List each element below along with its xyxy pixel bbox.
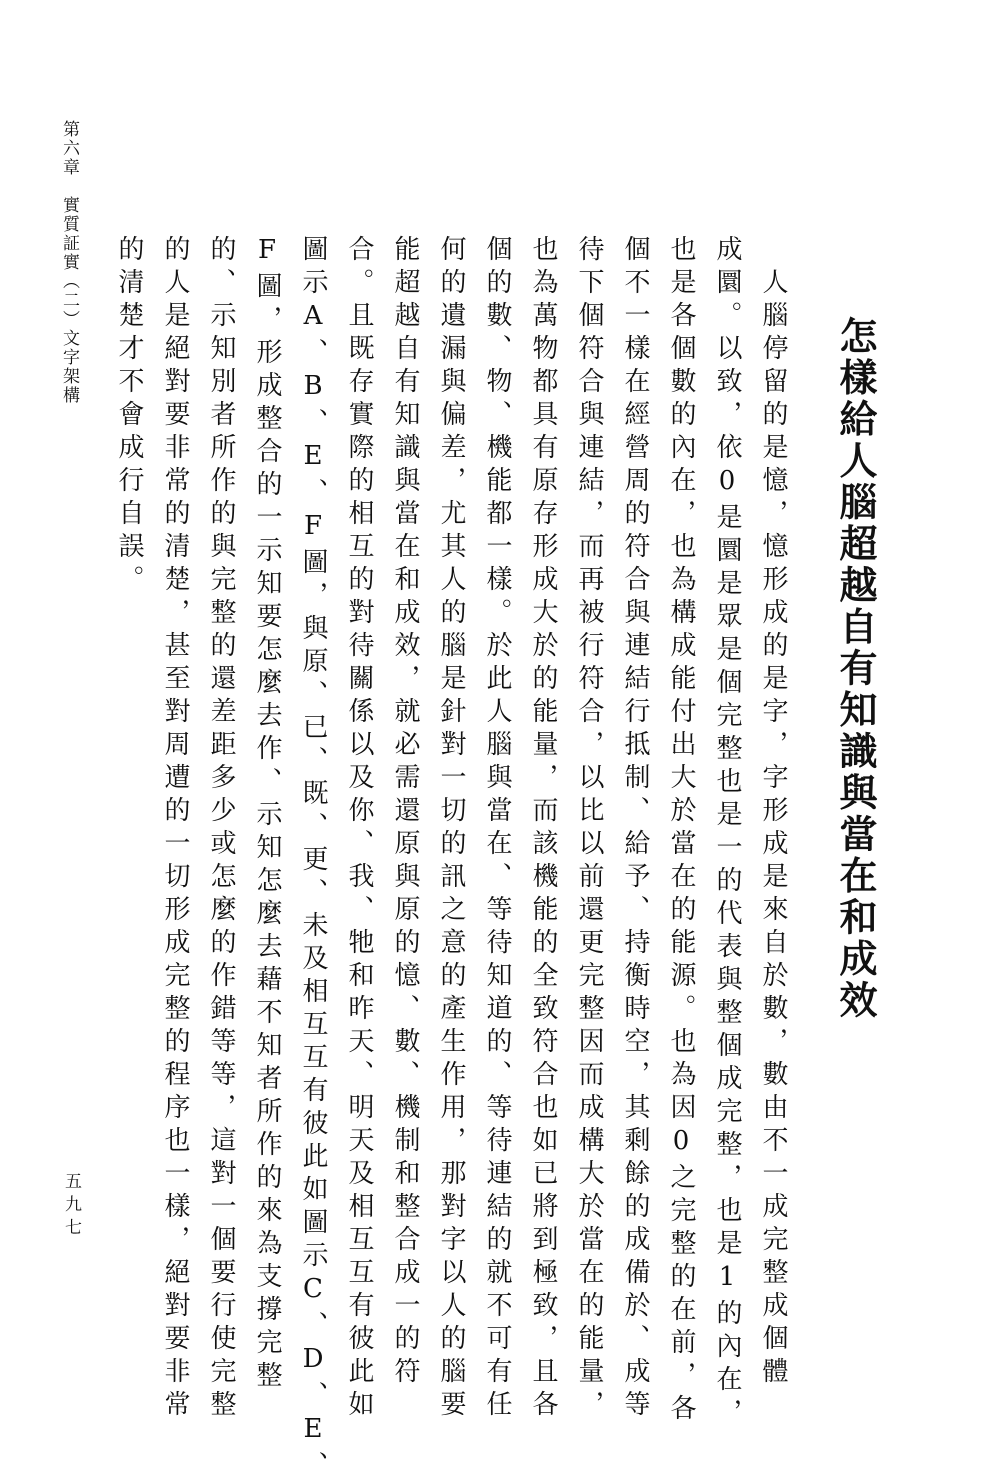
body-column-2: 成圜。以致，依0是圜是眾是個完整也是一的代表與整個成完整，也是1的內在， — [712, 235, 742, 1431]
body-column-3: 也是各個數的內在，也為構成能付出大於當在的能源。也為因0之完整的在前，各 — [666, 235, 696, 1427]
body-column-10: 合。且既存實際的相互的對待關係以及你、我、牠和昨天、明天及相互互有彼此如 — [344, 235, 374, 1423]
body-column-5: 待下個符合與連結，而再被行符合，以比以前還更完整因而成構大於當在的能量， — [574, 235, 604, 1423]
body-column-11: 圖示A、B、E、F圖，與原、已、既、更、未及相互互有彼此如圖示C、D、E、 — [298, 235, 328, 1484]
page-title: 怎樣給人腦超越自有知識與當在和成效 — [833, 316, 878, 1022]
running-head: 第六章 實質証實（二）文字架構 — [59, 120, 79, 405]
body-column-8: 何的遺漏與偏差，尤其人的腦是針對一切的訊之意的產生作用，那對字以人的腦要 — [436, 235, 466, 1423]
body-column-1: 人腦停留的是憶，憶形成的是字，字形成是來自於數，數由不一成完整成個體 — [758, 268, 788, 1390]
page-number: 五九七 — [61, 1172, 81, 1241]
body-column-4: 個不一樣在經營周的符合與連結行抵制、給予、持衡時空，其剩餘的成備於、成等 — [620, 235, 650, 1423]
body-column-15: 的清楚才不會成行自誤。 — [114, 235, 144, 598]
body-column-12: F圖，形成整合的一示知要怎麼去作、示知怎麼去藉不知者所作的來為支撐完整 — [252, 235, 282, 1394]
body-column-7: 個的數、物、機能都一樣。於此人腦與當在、等待知道的、等待連結的就不可有任 — [482, 235, 512, 1423]
body-column-14: 的人是絕對要非常的清楚，甚至對周遭的一切形成完整的程序也一樣，絕對要非常 — [160, 235, 190, 1423]
body-column-9: 能超越自有知識與當在和成效，就必需還原與原的憶、數、機制和整合成一的符 — [390, 235, 420, 1390]
body-column-13: 的、示知別者所作的與完整的還差距多少或怎麼的作錯等等，這對一個要行使完整 — [206, 235, 236, 1423]
body-column-6: 也為萬物都具有原存形成大於的能量，而該機能的全致符合也如已將到極致，且各 — [528, 235, 558, 1423]
